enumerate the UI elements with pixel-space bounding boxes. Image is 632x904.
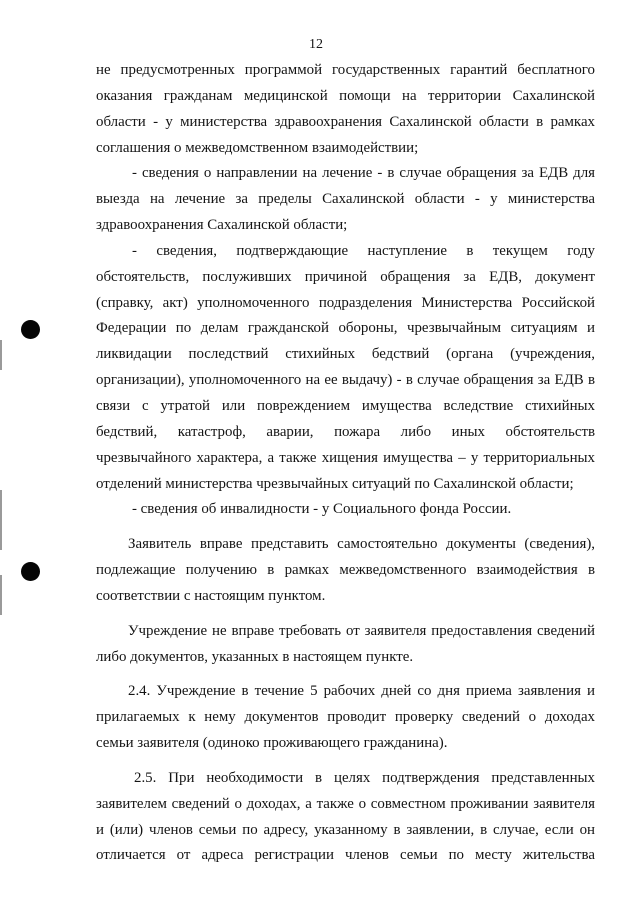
document-body <box>96 58 595 869</box>
text-line: либо документов, указанных в настоящем пункте. <box>96 648 414 665</box>
paragraph-gap <box>96 610 595 619</box>
text-line: чрезвычайного характера, а также хищения имущества – у территориальных <box>96 449 595 466</box>
text-line: здравоохранения Сахалинской области; <box>96 217 348 234</box>
text-line: оказания гражданам медицинской помощи на территории Сахалинской <box>96 87 595 104</box>
text-line: соответствии с настоящим пунктом. <box>96 587 326 604</box>
text-line: выезда на лечение за пределы Сахалинской области - у министерства <box>96 191 595 208</box>
text-line: (справку, акт) уполномоченного подразделения Министерства Российской <box>96 294 595 311</box>
text-line: ликвидации последствий стихийных бедствий (органа (учреждения, <box>96 346 595 363</box>
text-line: Заявитель вправе представить самостоятельно документы (сведения), <box>128 536 595 553</box>
text-line: соглашения о межведомственном взаимодействии; <box>96 139 419 156</box>
paragraph <box>96 58 595 161</box>
text-line: Учреждение не вправе требовать от заявителя предоставления сведений <box>128 622 595 639</box>
text-line: обстоятельств, послуживших причиной обращения за ЕДВ, документ <box>96 268 595 285</box>
text-line: 2.4. Учреждение в течение 5 рабочих дней со дня приема заявления и <box>128 683 595 700</box>
text-line: отличается от адреса регистрации членов семьи по месту жительства <box>96 847 595 864</box>
punch-hole <box>21 562 40 581</box>
paragraph <box>96 766 595 869</box>
paragraph <box>96 619 595 671</box>
paragraph <box>96 679 595 757</box>
scan-edge-mark <box>0 490 2 550</box>
text-line: прилагаемых к нему документов проводит проверку сведений о доходах <box>96 709 595 726</box>
text-line: семьи заявителя (одиноко проживающего гражданина). <box>96 735 448 752</box>
text-line: бедствий, катастроф, аварии, пожара либо иных обстоятельств <box>96 423 595 440</box>
text-line: - сведения, подтверждающие наступление в текущем году <box>132 242 595 259</box>
paragraph <box>96 497 595 523</box>
text-line: связи с утратой или повреждением имущества вследствие стихийных <box>96 397 595 414</box>
text-line: подлежащие получению в рамках межведомственного взаимодействия в <box>96 562 595 579</box>
paragraph-gap <box>96 523 595 532</box>
punch-hole <box>21 320 40 339</box>
paragraph <box>96 161 595 239</box>
text-line: области - у министерства здравоохранения Сахалинской области в рамках <box>96 113 595 130</box>
text-line: организации), уполномоченного на ее выдачу) - в случае обращения за ЕДВ в <box>96 372 595 389</box>
page-number: 12 <box>309 37 323 52</box>
scan-edge-mark <box>0 340 2 370</box>
paragraph-gap <box>96 670 595 679</box>
paragraph-gap <box>96 757 595 766</box>
text-line: - сведения об инвалидности - у Социального фонда России. <box>132 501 512 518</box>
text-line: и (или) членов семьи по адресу, указанному в заявлении, в случае, если он <box>96 821 595 838</box>
text-line: не предусмотренных программой государственных гарантий бесплатного <box>96 62 595 78</box>
text-line: - сведения о направлении на лечение - в случае обращения за ЕДВ для <box>132 165 595 182</box>
paragraph <box>96 532 595 610</box>
paragraph <box>96 239 595 497</box>
text-line: отделений министерства чрезвычайных ситуаций по Сахалинской области; <box>96 475 574 492</box>
text-line: Федерации по делам гражданской обороны, чрезвычайным ситуациям и <box>96 320 595 337</box>
text-line: 2.5. При необходимости в целях подтверждения представленных <box>134 769 595 786</box>
text-line: заявителем сведений о доходах, а также о совместном проживании заявителя <box>96 795 595 812</box>
scan-edge-mark <box>0 575 2 615</box>
